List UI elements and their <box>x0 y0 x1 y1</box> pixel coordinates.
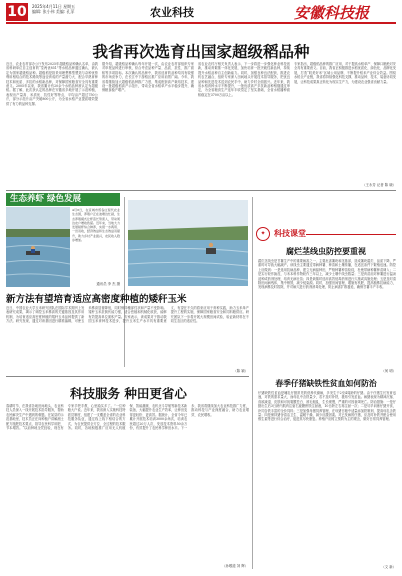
lead-credit: （王永芳 记者 陈 晓） <box>362 183 396 187</box>
corn-field-photo <box>128 200 248 286</box>
sidebar-divider <box>252 197 253 569</box>
sidebar-article-2-headline: 春季仔猪缺铁性贫血如何防治 <box>275 379 377 388</box>
editor-credit: 编辑: 张小伟 美编: 孔菲 <box>32 9 75 14</box>
header-rule <box>6 22 396 24</box>
article-2-body: 近日，中国农业大学玉米研究团队在国际学术期刊上发表研究成果，揭示了调控玉米株高的关键基因及其作用机制，为培育适应高密度种植的矮秆玉米品种提供了新方法。研究发现，通过对该基因进行精准编辑，可使玉米株高显著降低，同时保持穗部性状和产量不受影响。矮秆玉米抗倒伏能力强，适合密植和机械化收获，能够有效提高单位面积产量。专家表示，该成果对于推动我国玉米育种技术进步，提升玉米生产水平具有重要意义，有望在不久的将来应用于育种实践，助力玉米单产提升工程的实施，保障国家粮食安全和饲料粮供应。研究团队下一步将开展大规模田间试验，验证新材料在不同生态区的适应性。 <box>6 306 249 324</box>
sidebar-article-2-body: 仔猪缺铁性贫血是哺乳仔猪常见的营养代谢病，多发生于2至4周龄的仔猪。由于仔猪生长发育迅速，对铁的需求量大，而母乳中含铁量少，若不及时补铁，极易引发贫血。病猪表现为精神沉郁、食欲减退、皮肤和可视黏膜苍白、被毛粗乱、生长缓慢，严重的可因衰竭死亡。防治措施：一是仔猪出生后3日龄内肌肉注射右旋糖酐铁注射液，10日龄左右再注射一次；二是尽早训练仔猪开食，补饲含铁丰富的全价饲料；三是加强母猪饲养管理，在母猪日粮中适量添加铁制剂，提高母乳含铁量；四是保持猪舍清洁卫生、温暖干燥，减少应激因素。对已发病的仔猪，应及时补铁并配合使用维生素等进行综合治疗，促进其尽快康复。养殖户应树立预防为主的观念，做好日常饲养管理。 <box>258 391 396 422</box>
lead-column-1: 近日，农业农村部办公厅发布2025年超级稻品种确认名单，由我省科研单位自主选育的“荃两优851”等水稻品种通过确认，被认定为国家超级稻品种。超级稻是指采用理想株型塑造与杂种优势利用相结合的技术路线等途径育成的产量潜力大、配合早熟育种技术和优质、多抗的水稻新品种，对保障国家粮食安全具有重要意义。2005年以来，我省累计有20余个水稻品种被认定为超级稻。据了解，此次获认定的品种在安徽省多地开展了示范种植，表现出产量高、米质优、抗性好等特点，平均亩产超过750公斤，部分示范片亩产突破800公斤，为全省水稻产业提质增效提供了有力的品种支撑。 <box>6 62 98 106</box>
section-title: 农业科技 <box>150 6 194 19</box>
sidebar-label-rule <box>306 234 396 235</box>
article-2-headline: 新方法有望培育适应高密度种植的矮秆玉米 <box>6 294 187 305</box>
lead-column-4: 专家指出，超级稻品种的推广应用，对于提高水稻单产、保障口粮绝对安全具有重要意义。目前，我省正积极推进水稻优质化、绿色化、品牌化发展，打造“皖美好米”区域公用品牌，不断提升稻米产业综合效益。围绕水稻全产业链，我省将持续强化科技支撑，推动品种、技术、装备协同发展，让科技成果真正转化为现实生产力，为建设农业强省贡献力量。 <box>294 62 396 84</box>
sidebar-label: 科技课堂 <box>274 229 306 238</box>
article-3-headline: 科技服务 种田更省心 <box>70 386 187 401</box>
photo-image <box>128 200 248 286</box>
section-divider <box>6 190 396 191</box>
photo-caption: 4月6日，在宣城市郑各庄现代农业生态园，养殖户正在池塘边忙碌，生态养殖模式让虾苗长势喜人，带动周边农户增收致富。近年来，当地大力发展稻虾综合种养，实现一水两用、一田双收，经济效益和生态效益双提升，助力乡村产业振兴，农民收入稳步增加。 <box>72 208 120 243</box>
sidebar-article-2-credit: （文 新） <box>381 565 396 569</box>
newspaper-logo: 安徽科技报 <box>294 4 370 22</box>
article-3-credit: （孙敬道 刘 辉） <box>222 564 248 568</box>
shrimp-farm-photo <box>6 207 70 287</box>
sidebar-article-1-credit: （何 明） <box>381 369 396 373</box>
photo-credit: 通讯员 李 杰 摄 <box>96 282 120 286</box>
section-divider-2 <box>6 376 249 377</box>
lead-headline: 我省再次选育出国家超级稻品种 <box>92 43 310 61</box>
sidebar-article-1-headline: 腐烂茎线虫防控要重视 <box>286 247 366 256</box>
lightbulb-icon: ✦ <box>256 227 270 241</box>
lead-column-2: 据介绍，超级稻品种确认每年开展一次，由农业农村部组织专家对申报品种进行审核，综合考虑品种产量、品质、抗性、推广面积等多项指标。本次确认的品种中，我省选育的品种均具有较强的市场竞争力，在长江中下游稻区推广应用前景广阔。今年，我省将继续加大超级稻品种推广力度，集成配套高产栽培技术，建设一批超级稻高产示范片，带动全省水稻单产水平稳步提升，确保粮食稳产增产。 <box>102 62 194 93</box>
lead-column-3: 省农业农村厅相关负责人表示，下一步将进一步强化种业科技创新，推动育繁推一体化发展，加快培育一批突破性新品种，持续提升水稻品种自主创新能力。同时，加强良种良法配套，推进农机农艺融合，组织专家深入田间地头开展技术指导服务，把优良品种和先进技术送到农民手中，助力乡村全面振兴。近年来，我省水稻育种水平不断提升，一批优质高产多抗新品种相继通过审定，为全省粮食生产连年丰收奠定了坚实基础，全省水稻播种面积稳定在3700万亩以上。 <box>198 62 290 97</box>
issue-date: 2025年4月11日 星期五 <box>32 4 76 9</box>
photo-image <box>6 207 70 287</box>
article-2-credit: （陈 颖） <box>233 369 248 373</box>
photo-feature-title: 生态养虾 绿色发展 <box>6 193 120 206</box>
page-number: 10 <box>7 4 27 20</box>
article-3-body: 春耕时节，在我省各地田间地头，农业科技人员深入一线开展技术指导服务，帮助农民解决生产中遇到的难题。在某县的示范基地里，技术员正在向种植户讲解测土配方施肥技术要点，指导农民科学用肥、节本增效。“以前种地全凭经验，现在有专家手把手教，心里踏实多了。”一位种粮大户说。近年来，我省深入实施科技特派员制度，组建了一支覆盖全省的农业科技服务队伍，通过线上线下相结合的方式，为农民提供全方位、全过程的技术服务。同时，各地积极推广应用无人机植保、智能灌溉、农机北斗导航等新技术新装备，大幅提升农业生产效率，让种田变得更轻松、更高效。据统计，全省今年已累计开展技术培训3000余场次，培训农民超过20万人次，发放技术资料50余万份，有效提升了农民科学种田水平。下一步，我省将继续加大农业科技推广力度，推动科技与产业深度融合，助力农业增效、农民增收。 <box>6 404 249 431</box>
sidebar-article-1-body: 腐烂茎线虫是甘薯生产中的重要病害之一，主要危害薯块和茎基部，造成薯块腐烂、品质下降，严重时可导致大幅减产。该线虫主要通过带病种薯、种苗和土壤传播，在适宜条件下繁殖迅速。防控上应做到：一是选用抗病品种，建立无病留种田，严格种薯种苗检疫，杜绝带病种薯种苗调入；二是实行轮作换茬，与禾本科作物轮作三年以上，减少土壤中线虫数量；三是育苗前对种薯进行温汤浸种或药剂处理，培育无病壮苗；四是栽插时选用高效低毒药剂进行穴施或沟施处理；五是及时清除田间病残体，集中销毁，减少侵染源。同时，加强田间管理，增施有机肥，提高植株抗病能力，发现病株及时拔除，并对病穴进行药剂消毒处理，防止病害扩散蔓延，确保甘薯丰产丰收。 <box>258 259 396 290</box>
date-line <box>32 4 75 14</box>
